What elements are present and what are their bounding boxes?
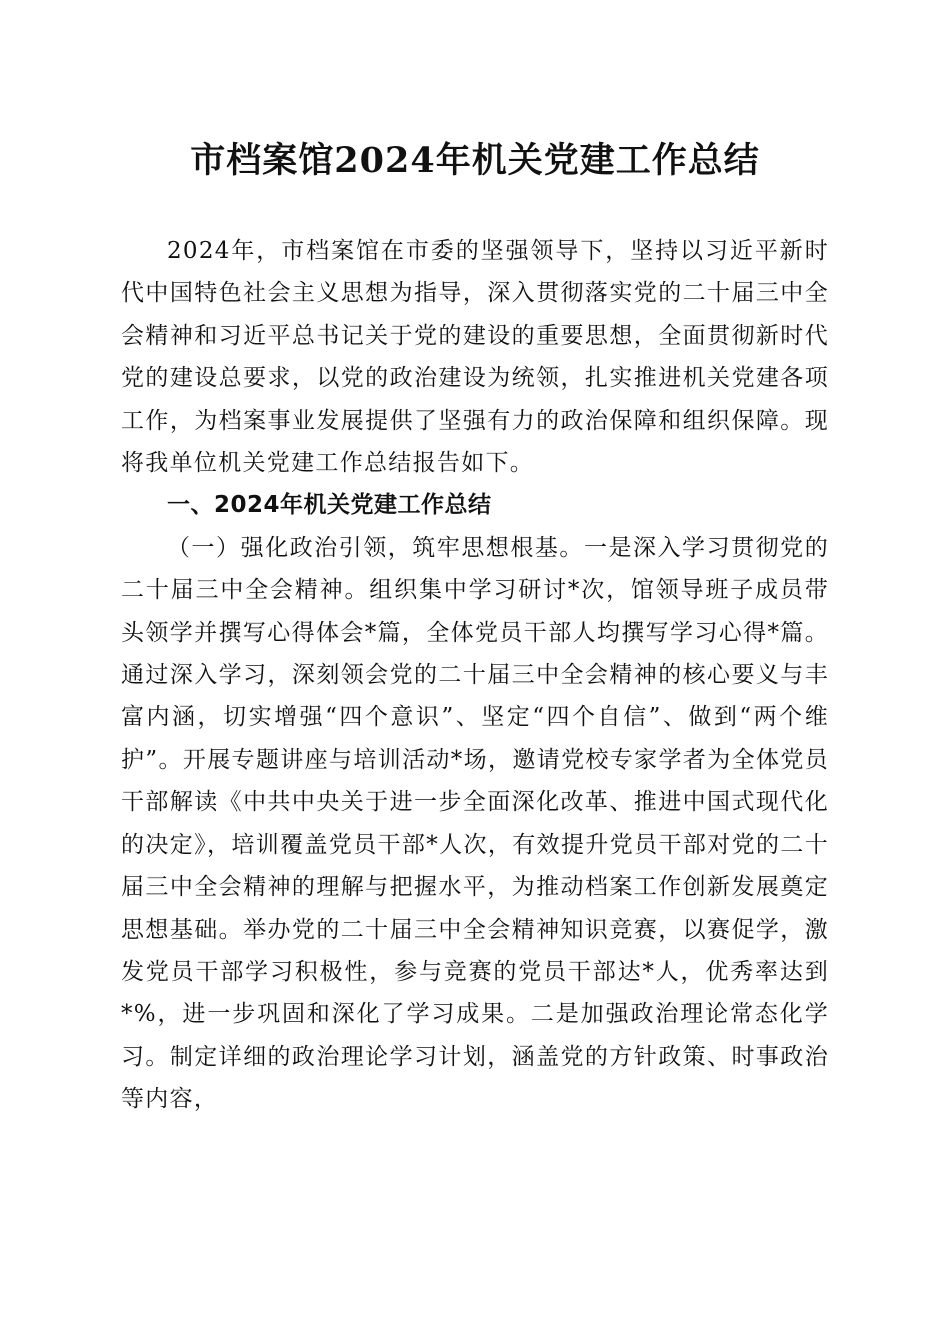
intro-paragraph: 2024年，市档案馆在市委的坚强领导下，坚持以习近平新时代中国特色社会主义思想为指导，深入贯彻落实党的二十届三中全会精神和习近平总书记关于党的建设的重要思想，全面贯彻新时代党的建设总要求，以党的政治建设为统领，扎实推进机关党建各项工作，为档案事业发展提供了坚强有力的政治保障和组织保障。现将我单位机关党建工作总结报告如下。	[121, 238, 829, 477]
document-title: 市档案馆2024年机关党建工作总结	[190, 140, 760, 181]
section-heading: 一、2024年机关党建工作总结	[167, 492, 492, 519]
document-body	[121, 230, 829, 1121]
section-paragraph: （一）强化政治引领，筑牢思想根基。一是深入学习贯彻党的二十届三中全会精神。组织集中学习研讨*次，馆领导班子成员带头领学并撰写心得体会*篇，全体党员干部人均撰写学习心得*篇。通过深入学习，深刻领会党的二十届三中全会精神的核心要义与丰富内涵，切实增强“四个意识”、坚定“四个自信”、做到“两个维护”。开展专题讲座与培训活动*场，邀请党校专家学者为全体党员干部解读《中共中央关于进一步全面深化改革、推进中国式现代化的决定》，培训覆盖党员干部*人次，有效提升党员干部对党的二十届三中全会精神的理解与把握水平，为推动档案工作创新发展奠定思想基础。举办党的二十届三中全会精神知识竞赛，以赛促学，激发党员干部学习积极性，参与竞赛的党员干部达*人，优秀率达到*%，进一步巩固和深化了学习成果。二是加强政治理论常态化学习。制定详细的政治理论学习计划，涵盖党的方针政策、时事政治等内容，	[121, 534, 829, 1113]
